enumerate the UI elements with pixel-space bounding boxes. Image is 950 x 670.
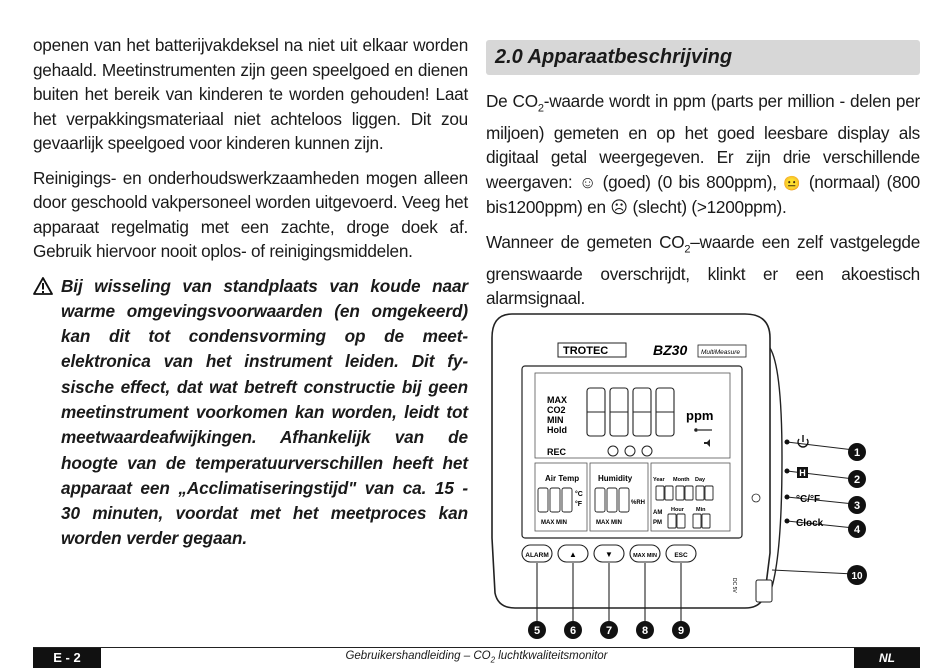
device-illustration: [490, 308, 880, 643]
lcd-temp-maxmin: MAX MIN: [541, 520, 567, 526]
svg-text:9: 9: [677, 625, 685, 637]
svg-text:7: 7: [605, 625, 613, 637]
callout-dots: [785, 440, 790, 524]
lcd-year-label: Year: [653, 477, 665, 483]
side-power-icon: [798, 435, 808, 447]
footer-page-number: E - 2: [33, 648, 101, 668]
smiley-normal-icon: 😐: [783, 174, 803, 191]
lcd-degc-label: °C: [575, 491, 583, 498]
lcd-hold-label: Hold: [547, 425, 567, 435]
lcd-max-label: MAX: [547, 395, 567, 405]
section-heading-bar: [486, 40, 920, 75]
svg-text:1: 1: [853, 447, 861, 459]
lcd-rh-label: %RH: [631, 500, 646, 506]
lcd-hum-maxmin: MAX MIN: [596, 520, 622, 526]
lcd-hour-label: Hour: [671, 507, 684, 513]
svg-text:6: 6: [569, 625, 577, 637]
smiley-good-icon: ☺: [578, 171, 597, 192]
front-buttons: [522, 545, 696, 562]
svg-text:8: 8: [641, 625, 649, 637]
down-button-label: ▼: [605, 550, 613, 559]
brand-text: TROTEC: [563, 345, 609, 357]
lcd-month-label: Month: [673, 477, 690, 483]
dc-label: DC 5V: [731, 578, 737, 593]
warning-block: [33, 274, 468, 552]
section-title: 2.0 Apparaatbeschrijving: [495, 46, 733, 68]
lcd-humidity-label: Humidity: [598, 474, 633, 483]
svg-text:3: 3: [853, 500, 861, 512]
paragraph-batterijvak: openen van het batterijvakdeksel na niet uit elkaar worden gehaald. Meetinstrumenten zijn geen speelgoed en dienen buiten het bereik van kinderen te worden gehouden! Laat het verpakkingsmateriaal niet achteloos liggen. Dit zou gevaarlijk speelgoed voor kinderen kunnen zijn.: [33, 35, 468, 153]
footer-title: Gebruikershandleiding – $CO_2$ luchtkwaliteitsmonitor: [345, 650, 608, 665]
paragraph-alarm: Wanneer de gemeten $CO_2$–waarde een zelf vastgelegde grenswaarde overschrijdt, klinkt er een akoestisch alarmsignaal.: [486, 231, 920, 309]
paragraph-co2-waarde: De $CO_2$-waarde wordt in ppm (parts per million - delen per miljoen) gemeten en op het goed leesbare display als digitaal getal weergegeven. Er zijn drie verschillende weergaven: ☺ (goed) (0 bis 800ppm), 😐 (normaal) (800 bis1200ppm) en ☹ (slecht) (>1200ppm).: [486, 91, 920, 218]
dc-jack: [756, 580, 772, 602]
smiley-bad-icon: ☹: [610, 197, 628, 218]
footer-language: NL: [854, 648, 920, 668]
lcd-co2-label: CO2: [547, 405, 566, 415]
right-column: [486, 40, 920, 321]
side-hold-label: H: [799, 468, 806, 478]
warning-text: Bij wisseling van standplaats van koude naar warme omgevingsvoorwaarden (en omgekeerd) kan dit tot condensvorming op de meet-elektronica van het instrument leiden. Dit fy-sische effect, dat wat betreft constructie bij geen meetinstrument voorkomen kan worden, leidt tot meetwaardeafwijkingen. Afhankelijk van de hoogte van de temperatuurverschillen heeft het apparaat een „Acclimatiseringstijd" van ca. 15 - 30 minuten, voordat met het meetproces kan worden verder gegaan.: [61, 275, 468, 549]
paragraph-reiniging: Reinigings- en onderhoudswerkzaamheden mogen alleen door geschoold vakpersoneel worden uitgevoerd. Veeg het apparaat regelmatig met een zachte, droge doek af. Gebruik hiervoor nooit oplos- of reinigingsmiddelen.: [33, 167, 468, 261]
svg-text:5: 5: [533, 625, 541, 637]
lcd-airtemp-label: Air Temp: [545, 474, 580, 483]
lcd-am-label: AM: [653, 510, 663, 516]
lcd-min-label-2: Min: [696, 507, 706, 513]
side-unit-label: °C/°F: [796, 494, 821, 505]
left-column: [33, 33, 468, 552]
alarm-button-label: ALARM: [525, 552, 549, 559]
lcd-clock-panel: [651, 463, 730, 531]
warning-triangle-icon: [33, 277, 53, 295]
page-footer: [33, 647, 920, 668]
svg-text:2: 2: [853, 474, 861, 486]
lcd-min-label: MIN: [547, 415, 564, 425]
lcd-rec-label: REC: [547, 447, 567, 457]
svg-text:4: 4: [853, 524, 861, 536]
model-text: BZ30: [653, 342, 688, 358]
lcd-day-label: Day: [695, 477, 706, 483]
svg-text:10: 10: [851, 571, 863, 582]
up-button-label: ▲: [569, 550, 577, 559]
model-badge-text: MultiMeasure: [701, 349, 741, 356]
lcd-degf-label: °F: [575, 501, 583, 508]
lcd-ppm-label: ppm: [686, 408, 714, 423]
maxmin-button-label: MAX MIN: [633, 553, 657, 559]
side-clock-label: Clock: [796, 518, 824, 529]
esc-button-label: ESC: [674, 552, 688, 559]
lcd-pm-label: PM: [653, 520, 662, 526]
